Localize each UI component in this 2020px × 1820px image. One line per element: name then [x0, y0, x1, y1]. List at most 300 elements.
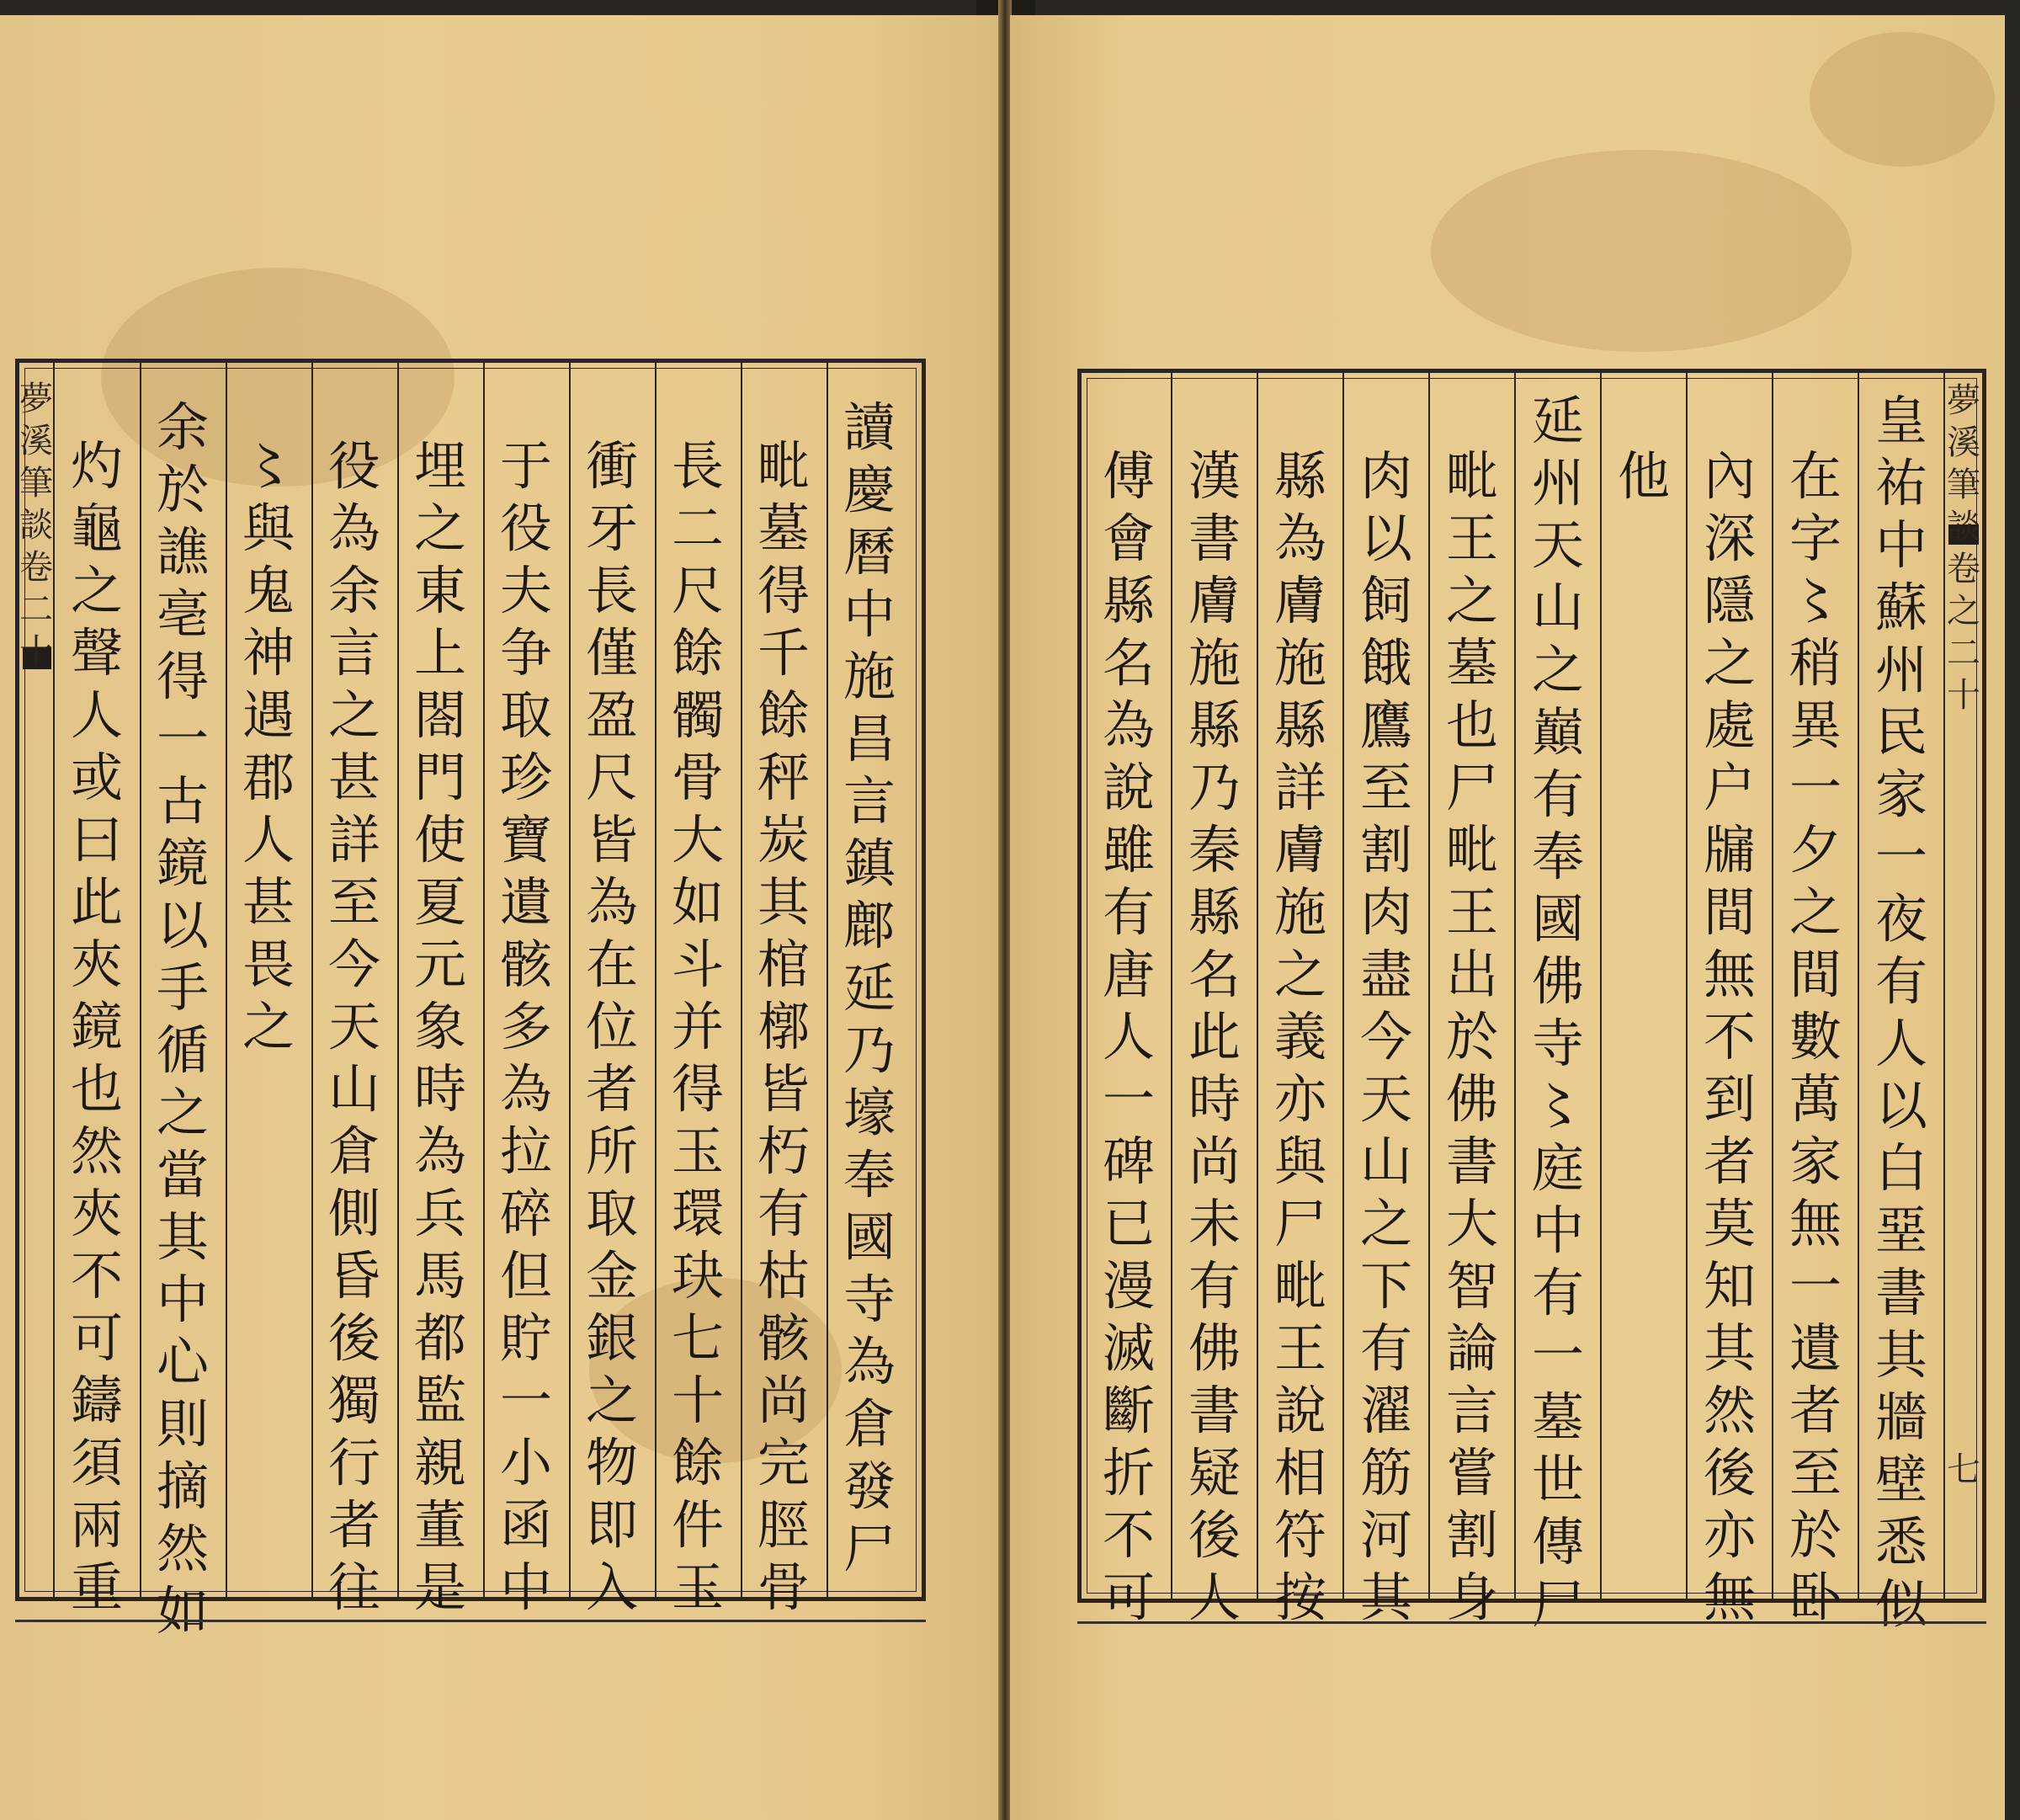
glyph: 〻 [1789, 570, 1842, 631]
glyph: 之 [1947, 592, 1980, 631]
glyph: 遺 [499, 871, 552, 933]
glyph: 唐 [1102, 944, 1155, 1005]
text-column [230, 435, 307, 1058]
text-column [401, 435, 479, 1619]
glyph: 取 [585, 1183, 638, 1244]
glyph: 元 [413, 934, 466, 995]
glyph: 側 [327, 1183, 380, 1244]
glyph: 即 [585, 1494, 638, 1556]
glyph: 心 [156, 1331, 209, 1392]
glyph: 未 [1188, 1193, 1241, 1254]
glyph: 到 [1703, 1068, 1756, 1130]
glyph: 天 [327, 996, 380, 1057]
glyph: 縣 [1273, 694, 1326, 756]
glyph: 函 [499, 1494, 552, 1556]
glyph: 會 [1102, 508, 1155, 569]
glyph: 〻 [1531, 1075, 1584, 1136]
glyph: 象 [413, 996, 466, 1057]
text-column [1777, 445, 1854, 1629]
glyph: 書 [1188, 508, 1241, 569]
glyph: 一 [1789, 757, 1842, 818]
column-rule [827, 363, 828, 1597]
glyph: 兵 [413, 1183, 466, 1244]
glyph: 夏 [413, 871, 466, 933]
glyph: 大 [1445, 1193, 1498, 1254]
glyph: 後 [327, 1307, 380, 1369]
column-rule [1514, 373, 1516, 1599]
glyph: 字 [1789, 508, 1842, 569]
glyph: 昌 [843, 708, 896, 769]
glyph: 昏 [327, 1245, 380, 1306]
glyph: 之 [70, 560, 123, 621]
glyph: 尺 [671, 560, 724, 621]
glyph: 其 [1359, 1567, 1412, 1628]
glyph: 縣 [1102, 570, 1155, 631]
glyph: 須 [70, 1432, 123, 1493]
glyph: 中 [1874, 514, 1927, 576]
glyph: 至 [1789, 1442, 1842, 1503]
glyph: 此 [1188, 1006, 1241, 1067]
glyph: 甚 [242, 871, 295, 933]
glyph: 墓 [1531, 1386, 1584, 1448]
glyph: 深 [1703, 508, 1756, 569]
glyph: 有 [1188, 1255, 1241, 1317]
glyph: 皇 [1874, 390, 1927, 451]
glyph: 尚 [757, 1370, 810, 1431]
glyph: 書 [1188, 1380, 1241, 1441]
glyph: 完 [757, 1432, 810, 1493]
glyph: 王 [1445, 881, 1498, 943]
glyph: 亦 [1703, 1504, 1756, 1566]
glyph: 骸 [499, 934, 552, 995]
glyph: 為 [499, 1058, 552, 1120]
glyph: 乃 [1188, 757, 1241, 818]
glyph: 夫 [499, 560, 552, 621]
text-column [1348, 445, 1425, 1629]
glyph: 尸 [1273, 1193, 1326, 1254]
glyph: 筆 [1947, 466, 1980, 504]
glyph: 在 [1789, 445, 1842, 507]
glyph: 出 [1445, 944, 1498, 1005]
glyph: 十 [1947, 676, 1980, 715]
glyph: 數 [1789, 1006, 1842, 1067]
column-rule [741, 363, 742, 1597]
glyph: 朽 [757, 1120, 810, 1182]
glyph: 濯 [1359, 1380, 1412, 1441]
glyph: 論 [1445, 1317, 1498, 1379]
glyph: 白 [1874, 1137, 1927, 1199]
paper-stain [1810, 32, 1995, 167]
glyph: 談 [19, 506, 53, 545]
glyph: 監 [413, 1370, 466, 1431]
glyph: 施 [1273, 881, 1326, 943]
glyph: 至 [327, 871, 380, 933]
glyph: 之 [327, 684, 380, 746]
glyph: 王 [1445, 508, 1498, 569]
glyph: 無 [1703, 1567, 1756, 1628]
glyph: 尸 [843, 1518, 896, 1579]
text-column [1090, 445, 1167, 1629]
glyph: 環 [671, 1183, 724, 1244]
glyph: 內 [1703, 445, 1756, 507]
glyph: 獨 [327, 1370, 380, 1431]
glyph: 循 [156, 1019, 209, 1081]
glyph: 玦 [671, 1245, 724, 1306]
glyph: 後 [1703, 1442, 1756, 1503]
glyph: 十 [671, 1370, 724, 1431]
glyph: 有 [757, 1183, 810, 1244]
glyph: 山 [1359, 1131, 1412, 1192]
glyph: 於 [1789, 1504, 1842, 1566]
glyph: 斗 [671, 934, 724, 995]
glyph: 衝 [585, 435, 638, 497]
glyph: 行 [327, 1432, 380, 1493]
glyph: 夢 [19, 380, 53, 418]
glyph: 毗 [757, 435, 810, 497]
glyph: 摘 [156, 1455, 209, 1517]
glyph: 世 [1531, 1449, 1584, 1510]
glyph: 或 [70, 747, 123, 808]
left-page [0, 15, 1000, 1820]
column-rule [1257, 373, 1258, 1599]
glyph: 皆 [757, 1058, 810, 1120]
glyph: 一 [1874, 826, 1927, 887]
glyph: 以 [1359, 508, 1412, 569]
glyph: 鏡 [156, 833, 209, 894]
glyph: 一 [156, 708, 209, 769]
glyph: 有 [1359, 1317, 1412, 1379]
glyph: 有 [1531, 764, 1584, 825]
glyph: 肉 [1359, 445, 1412, 507]
glyph: 寶 [499, 809, 552, 870]
glyph: 折 [1102, 1442, 1155, 1503]
glyph: 神 [242, 622, 295, 684]
glyph: 件 [671, 1494, 724, 1556]
glyph: 曰 [70, 809, 123, 870]
glyph: 間 [1789, 944, 1842, 1005]
glyph: 餘 [671, 622, 724, 684]
glyph: 今 [1359, 1006, 1412, 1067]
glyph: 户 [1703, 757, 1756, 818]
glyph: 炭 [757, 809, 810, 870]
glyph: 也 [1445, 694, 1498, 756]
glyph: 十 [19, 632, 53, 671]
glyph: 人 [1188, 1567, 1241, 1628]
glyph: 可 [70, 1307, 123, 1369]
glyph: 并 [671, 996, 724, 1057]
glyph: 壕 [843, 1082, 896, 1143]
glyph: 之 [1273, 944, 1326, 1005]
glyph: 縣 [1188, 694, 1241, 756]
glyph: 大 [671, 809, 724, 870]
glyph: 為 [413, 1120, 466, 1182]
glyph: 親 [413, 1432, 466, 1493]
glyph: 寺 [843, 1269, 896, 1330]
glyph: 庭 [1531, 1137, 1584, 1199]
glyph: 貯 [499, 1307, 552, 1369]
glyph: 祐 [1874, 452, 1927, 514]
glyph: 是 [413, 1557, 466, 1618]
glyph: 發 [843, 1455, 896, 1517]
glyph: 之 [1703, 632, 1756, 694]
glyph: 古 [156, 770, 209, 832]
column-rule [140, 363, 141, 1597]
glyph: 巔 [1531, 701, 1584, 763]
glyph: 河 [1359, 1504, 1412, 1566]
glyph: 有 [1531, 1262, 1584, 1323]
glyph: 壁 [1874, 1449, 1927, 1510]
glyph: 秦 [1188, 819, 1241, 881]
text-column [1605, 445, 1682, 508]
glyph: 入 [585, 1557, 638, 1618]
glyph: 上 [413, 622, 466, 684]
glyph: 異 [1789, 694, 1842, 756]
glyph: 為 [1102, 694, 1155, 756]
left-text-frame [15, 359, 926, 1642]
glyph: 有 [1874, 950, 1927, 1012]
glyph: 名 [1188, 944, 1241, 1005]
glyph: 州 [1874, 639, 1927, 700]
glyph: 智 [1445, 1255, 1498, 1317]
glyph: 玉 [671, 1120, 724, 1182]
glyph: 役 [499, 498, 552, 559]
glyph: 槨 [757, 996, 810, 1057]
glyph: 佛 [1188, 1317, 1241, 1379]
glyph: 人 [242, 809, 295, 870]
column-rule [311, 363, 313, 1597]
glyph: 聲 [70, 622, 123, 684]
text-column [1262, 445, 1339, 1629]
glyph: 如 [156, 1580, 209, 1642]
glyph: 然 [1703, 1380, 1756, 1441]
glyph: 符 [1273, 1504, 1326, 1566]
glyph: 膚 [1188, 570, 1241, 631]
column-rule [1171, 373, 1172, 1599]
glyph: 尸 [1531, 1573, 1584, 1635]
margin-label [1947, 381, 1980, 718]
glyph: 曆 [843, 521, 896, 583]
glyph: 中 [156, 1269, 209, 1330]
glyph: 一 [1102, 1068, 1155, 1130]
glyph: 堊 [1874, 1200, 1927, 1261]
glyph: 遇 [242, 684, 295, 746]
text-column [58, 435, 136, 1619]
glyph: 如 [671, 871, 724, 933]
column-rule [483, 363, 485, 1597]
glyph: 溪 [1947, 423, 1980, 462]
glyph: 乃 [843, 1019, 896, 1081]
glyph: 可 [1102, 1567, 1155, 1628]
glyph: 閤 [413, 684, 466, 746]
glyph: 知 [1703, 1255, 1756, 1317]
glyph: 得 [757, 560, 810, 621]
glyph: 中 [843, 583, 896, 645]
column-rule [226, 363, 227, 1597]
glyph: 時 [413, 1058, 466, 1120]
glyph: 者 [1703, 1131, 1756, 1192]
glyph: 餘 [757, 684, 810, 746]
glyph: 其 [1703, 1317, 1756, 1379]
glyph: 山 [327, 1058, 380, 1120]
glyph: 佛 [1531, 950, 1584, 1012]
glyph: 之 [1359, 1193, 1412, 1254]
glyph: 身 [1445, 1567, 1498, 1628]
glyph: 中 [499, 1557, 552, 1618]
glyph: 嘗 [1445, 1442, 1498, 1503]
glyph: 銀 [585, 1307, 638, 1369]
glyph: 天 [1359, 1068, 1412, 1130]
glyph: 今 [327, 934, 380, 995]
glyph: 按 [1273, 1567, 1326, 1628]
glyph: 得 [156, 646, 209, 707]
glyph: 龜 [70, 498, 123, 559]
glyph: 延 [1531, 390, 1584, 451]
glyph: 往 [327, 1557, 380, 1618]
glyph: 慶 [843, 459, 896, 520]
glyph: 在 [585, 934, 638, 995]
glyph: 甚 [327, 747, 380, 808]
glyph: 墓 [1445, 632, 1498, 694]
glyph: 漫 [1102, 1255, 1155, 1317]
glyph: 詳 [327, 809, 380, 870]
glyph: 一 [499, 1370, 552, 1431]
glyph: 王 [1273, 1317, 1326, 1379]
glyph: 于 [499, 435, 552, 497]
glyph: 斷 [1102, 1380, 1155, 1441]
glyph: 鄜 [843, 895, 896, 956]
glyph: 一 [1531, 1324, 1584, 1386]
margin-label [19, 380, 53, 674]
column-rule [569, 363, 571, 1597]
glyph: 不 [70, 1245, 123, 1306]
glyph: 義 [1273, 1006, 1326, 1067]
glyph: 夾 [70, 1183, 123, 1244]
glyph: 之 [413, 498, 466, 559]
glyph: 奉 [1531, 826, 1584, 887]
glyph: 天 [1531, 514, 1584, 576]
glyph: 漢 [1188, 445, 1241, 507]
glyph: 無 [1703, 944, 1756, 1005]
glyph: 膚 [1273, 570, 1326, 631]
glyph: 然 [70, 1120, 123, 1182]
glyph: 卷 [1947, 550, 1980, 588]
glyph: 雖 [1102, 819, 1155, 881]
glyph: 時 [1188, 1068, 1241, 1130]
glyph: 也 [70, 1058, 123, 1120]
glyph: 〻 [242, 435, 295, 497]
glyph: 馬 [413, 1245, 466, 1306]
column-rule [1428, 373, 1430, 1599]
glyph: 延 [843, 957, 896, 1019]
column-rule [1858, 373, 1859, 1599]
glyph: 詳 [1273, 757, 1326, 818]
glyph: 多 [499, 996, 552, 1057]
glyph: 言 [327, 622, 380, 684]
glyph: 書 [1874, 1262, 1927, 1323]
glyph: 悉 [1874, 1511, 1927, 1573]
glyph: 毗 [1273, 1255, 1326, 1317]
glyph: 筆 [19, 464, 53, 503]
column-rule [655, 363, 656, 1597]
glyph: 長 [671, 435, 724, 497]
glyph: 蘇 [1874, 577, 1927, 638]
glyph: 尺 [585, 747, 638, 808]
glyph: 施 [1273, 632, 1326, 694]
text-column [1519, 390, 1597, 1636]
glyph: 夜 [1874, 888, 1927, 950]
glyph: 相 [1273, 1442, 1326, 1503]
glyph: 於 [156, 459, 209, 520]
glyph: 為 [843, 1331, 896, 1392]
glyph: 為 [585, 871, 638, 933]
glyph: 人 [1102, 1006, 1155, 1067]
glyph: 間 [1703, 881, 1756, 943]
glyph: 拉 [499, 1120, 552, 1182]
glyph: 墓 [757, 498, 810, 559]
text-column [1176, 445, 1253, 1629]
glyph: 得 [671, 1058, 724, 1120]
glyph: 鎮 [843, 833, 896, 894]
page-number-text: 七 [1947, 1450, 1980, 1489]
glyph: 然 [156, 1518, 209, 1579]
glyph: 萬 [1789, 1068, 1842, 1130]
column-rule [1686, 373, 1688, 1599]
glyph: 其 [757, 871, 810, 933]
glyph: 奉 [843, 1144, 896, 1205]
glyph: 他 [1617, 445, 1670, 507]
glyph: 碑 [1102, 1131, 1155, 1192]
glyph: 七 [671, 1307, 724, 1369]
glyph: 牆 [1874, 1386, 1927, 1448]
bottom-rule [15, 1620, 926, 1622]
text-column [1691, 445, 1768, 1629]
glyph: 使 [413, 809, 466, 870]
glyph: 夕 [1789, 819, 1842, 881]
glyph: 鬼 [242, 560, 295, 621]
glyph: 書 [1445, 1131, 1498, 1192]
column-rule [53, 363, 55, 1597]
glyph: 於 [1445, 1006, 1498, 1067]
glyph: 州 [1531, 452, 1584, 514]
glyph: 所 [585, 1120, 638, 1182]
glyph: 至 [1359, 757, 1412, 818]
glyph: 處 [1703, 694, 1756, 756]
glyph: 中 [1531, 1200, 1584, 1261]
glyph: 者 [585, 1058, 638, 1120]
glyph: 割 [1359, 819, 1412, 881]
text-column [831, 396, 908, 1580]
glyph: 鷹 [1359, 694, 1412, 756]
glyph: 脛 [757, 1494, 810, 1556]
glyph: 說 [1102, 757, 1155, 818]
glyph: 無 [1789, 1193, 1842, 1254]
glyph: 余 [156, 396, 209, 458]
glyph: 人 [1874, 1013, 1927, 1074]
glyph: 下 [1359, 1255, 1412, 1317]
glyph: 國 [1531, 888, 1584, 950]
glyph: 佛 [1445, 1068, 1498, 1130]
glyph: 譙 [156, 521, 209, 583]
glyph: 名 [1102, 632, 1155, 694]
glyph: 割 [1445, 1504, 1498, 1566]
glyph: 骨 [671, 747, 724, 808]
glyph: 傅 [1102, 445, 1155, 507]
glyph: 之 [1789, 881, 1842, 943]
glyph: 者 [327, 1494, 380, 1556]
glyph: 兩 [70, 1494, 123, 1556]
glyph: 牙 [585, 498, 638, 559]
glyph: 珍 [499, 747, 552, 808]
